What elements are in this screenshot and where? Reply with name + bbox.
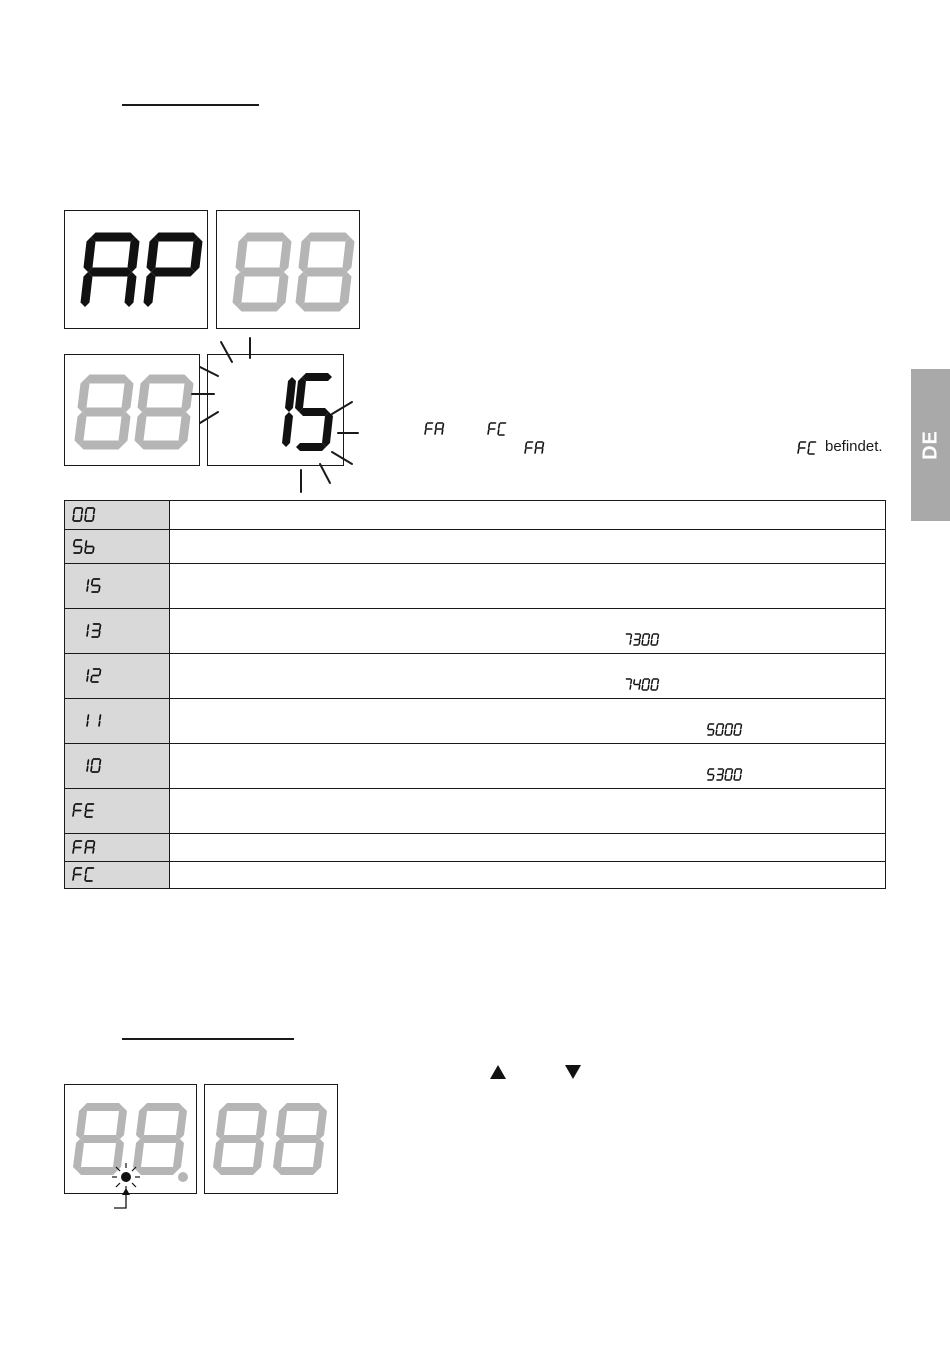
- mini-digit-F: [797, 441, 806, 454]
- code-label: [71, 839, 99, 857]
- code-cell: [65, 530, 170, 564]
- description-cell: [170, 789, 886, 834]
- inline-digit-0: [641, 633, 650, 646]
- code-cell: [65, 744, 170, 789]
- code-label: [77, 757, 105, 775]
- side-code-fc-2: [796, 440, 818, 456]
- code-digit-0: [72, 507, 83, 522]
- mini-digit-F: [524, 441, 533, 454]
- code-label: [77, 622, 105, 640]
- description-cell: [170, 609, 886, 654]
- code-table: [64, 500, 886, 889]
- side-code-fa-2: [523, 440, 545, 456]
- mini-digit-A: [434, 422, 444, 435]
- inline-value: [622, 632, 666, 648]
- table-row: [65, 564, 886, 609]
- blink-rays-icon: [180, 330, 380, 500]
- display-panel-dim-1: [216, 210, 360, 329]
- table-row: [65, 744, 886, 789]
- description-cell: [170, 654, 886, 699]
- language-tab[interactable]: [911, 369, 950, 521]
- code-digit-1: [86, 759, 89, 772]
- table-row: [65, 609, 886, 654]
- table-row: [65, 654, 886, 699]
- inline-digit-4: [633, 679, 641, 690]
- section-heading-underline-1: [122, 104, 259, 106]
- code-label: [77, 577, 105, 595]
- side-code-fc: [486, 421, 508, 437]
- seven-seg-digit-8: [75, 375, 134, 450]
- pointer-arrow-icon: [110, 1188, 134, 1212]
- seven-seg-digit-P: [144, 233, 203, 308]
- table-row: [65, 530, 886, 564]
- mini-digit-C: [497, 422, 506, 436]
- code-digit-b: [84, 540, 94, 554]
- seven-seg-digit-A: [81, 233, 140, 308]
- code-cell: [65, 862, 170, 889]
- inline-value: [705, 767, 749, 783]
- code-digit-C: [84, 867, 94, 882]
- code-digit-A: [84, 840, 95, 854]
- inline-digit-0: [715, 723, 724, 736]
- code-digit-1: [86, 714, 89, 727]
- table-row: [65, 699, 886, 744]
- code-digit-F: [72, 803, 82, 817]
- code-cell: [65, 654, 170, 699]
- code-cell: [65, 564, 170, 609]
- inline-digit-5: [707, 768, 715, 781]
- code-digit-2: [90, 668, 101, 683]
- code-cell: [65, 834, 170, 862]
- code-cell: [65, 699, 170, 744]
- code-cell: [65, 789, 170, 834]
- inline-digit-7: [626, 678, 633, 690]
- code-digit-S: [73, 539, 83, 554]
- seven-seg-display: [205, 1085, 339, 1195]
- code-digit-0: [90, 758, 101, 773]
- table-row: [65, 501, 886, 530]
- inline-digit-0: [724, 768, 733, 781]
- code-label: [71, 538, 99, 556]
- code-digit-1: [98, 714, 101, 727]
- code-digit-1: [86, 624, 89, 637]
- code-digit-F: [72, 867, 82, 881]
- code-digit-F: [72, 840, 82, 854]
- display-panel-ap: [64, 210, 208, 329]
- side-code-fa: [423, 421, 445, 437]
- code-label: [77, 712, 105, 730]
- seven-seg-digit-8: [296, 233, 355, 312]
- code-digit-E: [84, 803, 94, 818]
- inline-value: [705, 722, 749, 738]
- display-panel-bottom-2: [204, 1084, 338, 1194]
- table-row: [65, 834, 886, 862]
- code-digit-3: [91, 623, 101, 638]
- seven-seg-digit-8: [233, 233, 292, 312]
- description-cell: [170, 744, 886, 789]
- code-label: [77, 667, 105, 685]
- mini-digit-F: [424, 422, 433, 435]
- seven-seg-display: [217, 211, 361, 330]
- code-cell: [65, 609, 170, 654]
- down-triangle-icon: [565, 1065, 581, 1079]
- inline-digit-0: [650, 633, 659, 646]
- seven-seg-digit-8: [213, 1103, 267, 1175]
- inline-digit-0: [733, 723, 742, 736]
- inline-digit-0: [641, 678, 650, 691]
- inline-digit-5: [707, 723, 715, 736]
- inline-digit-3: [633, 633, 641, 646]
- description-cell: [170, 699, 886, 744]
- code-digit-1: [86, 579, 89, 592]
- code-label: [71, 866, 99, 884]
- description-cell: [170, 834, 886, 862]
- table-row: [65, 789, 886, 834]
- code-digit-5: [91, 578, 101, 593]
- up-triangle-icon: [490, 1065, 506, 1079]
- seven-seg-display: [65, 211, 209, 330]
- code-digit-1: [86, 669, 89, 682]
- code-label: [71, 802, 99, 820]
- inline-digit-0: [733, 768, 742, 781]
- mini-digit-C: [807, 441, 816, 455]
- inline-digit-3: [716, 768, 724, 781]
- code-cell: [65, 501, 170, 530]
- section-heading-underline-2: [122, 1038, 294, 1040]
- description-cell: [170, 862, 886, 889]
- description-cell: [170, 564, 886, 609]
- description-cell: [170, 530, 886, 564]
- side-note-word: befindet.: [825, 438, 883, 455]
- decimal-point-icon: [177, 1171, 189, 1183]
- code-label: [71, 506, 99, 524]
- mini-digit-A: [534, 441, 544, 454]
- inline-digit-0: [650, 678, 659, 691]
- mini-digit-F: [487, 422, 496, 435]
- inline-digit-7: [626, 633, 633, 645]
- language-tab-label: DE: [919, 430, 941, 460]
- seven-seg-digit-8: [273, 1103, 327, 1175]
- inline-value: [622, 677, 666, 693]
- code-digit-0: [84, 507, 95, 522]
- inline-digit-0: [724, 723, 733, 736]
- description-cell: [170, 501, 886, 530]
- table-row: [65, 862, 886, 889]
